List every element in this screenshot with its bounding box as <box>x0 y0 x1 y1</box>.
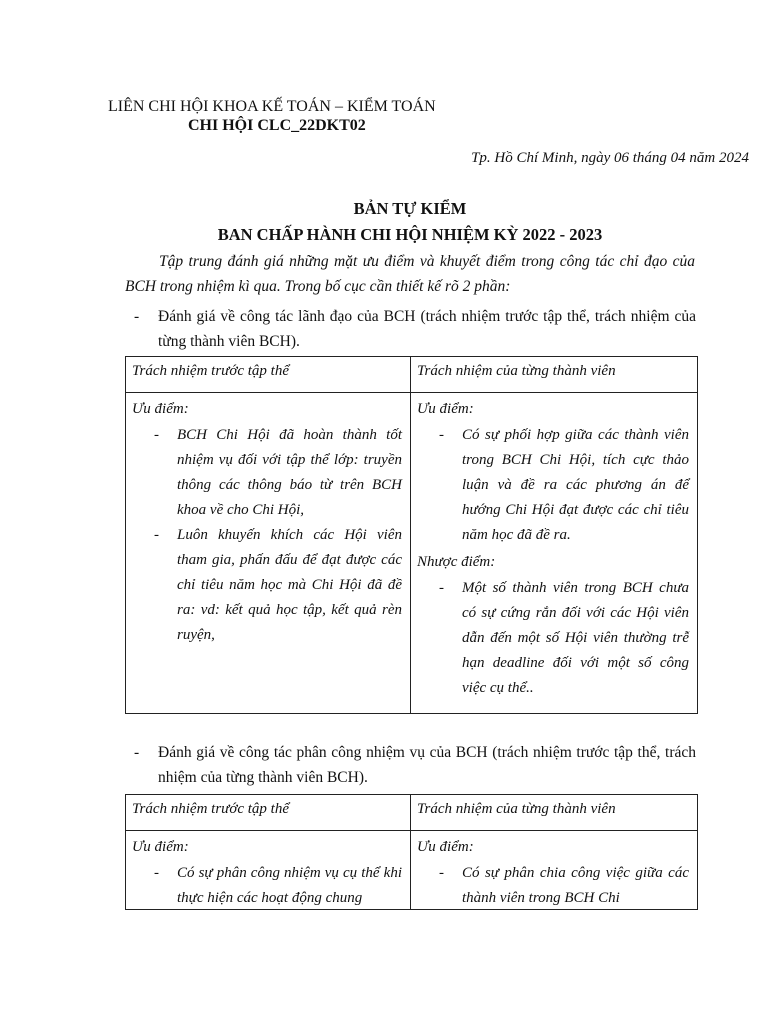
strengths-list <box>132 861 402 909</box>
strengths-list <box>417 861 689 909</box>
strengths-label: Ưu điểm: <box>132 401 189 417</box>
strengths-label: Ưu điểm: <box>417 401 474 417</box>
section-heading-text: Đánh giá về công tác lãnh đạo của BCH (trách nhiệm trước tập thể, trách nhiệm của từng thành viên BCH). <box>158 308 696 350</box>
list-item: - BCH Chi Hội đã hoàn thành tốt nhiệm vụ đối với tập thể lớp: truyền thông các thông báo từ trên BCH khoa về cho Chi Hội, <box>154 427 402 518</box>
assignment-evaluation-table <box>125 794 698 910</box>
table-cell-members <box>411 393 698 714</box>
leadership-evaluation-table <box>125 356 698 714</box>
section-heading-leadership <box>134 304 696 354</box>
strengths-label: Ưu điểm: <box>132 839 189 855</box>
intro-paragraph: Tập trung đánh giá những mặt ưu điểm và khuyết điểm trong công tác chỉ đạo của BCH trong nhiệm kì qua. Trong bố cục cần thiết kế rõ 2 phần: <box>125 253 695 295</box>
union-name: LIÊN CHI HỘI KHOA KẾ TOÁN – KIỂM TOÁN <box>108 98 436 115</box>
strengths-list <box>417 423 689 548</box>
bullet-dash: - <box>134 744 140 761</box>
list-item: - Có sự phân chia công việc giữa các thành viên trong BCH Chi <box>439 865 689 906</box>
strengths-label: Ưu điểm: <box>417 839 474 855</box>
table-cell-collective <box>126 393 411 714</box>
table-header-cell: Trách nhiệm trước tập thể <box>126 795 411 831</box>
list-item: - Có sự phân công nhiệm vụ cụ thể khi thực hiện các hoạt động chung <box>154 865 402 906</box>
list-item: - Luôn khuyến khích các Hội viên tham gia, phấn đấu để đạt được các chỉ tiêu năm học mà Chi Hội đã đề ra: vd: kết quả học tập, kết quả rèn ruyện, <box>154 527 402 643</box>
bullet-dash: - <box>134 308 140 325</box>
table-header-cell: Trách nhiệm trước tập thể <box>126 357 411 393</box>
list-item: - Có sự phối hợp giữa các thành viên trong BCH Chi Hội, tích cực thảo luận và đề ra các phương án để hướng Chi Hội đạt được các chỉ tiêu năm học đã đề ra. <box>439 427 689 543</box>
branch-name: CHI HỘI CLC_22DKT02 <box>188 117 366 134</box>
list-item: - Một số thành viên trong BCH chưa có sự cứng rắn đối với các Hội viên dẫn đến một số Hội viên thường trễ hạn deadline đối với một số công việc cụ thể.. <box>439 580 689 696</box>
table-cell-collective <box>126 831 411 910</box>
place-date: Tp. Hồ Chí Minh, ngày 06 tháng 04 năm 2024 <box>471 150 749 166</box>
weaknesses-label: Nhược điểm: <box>417 554 496 570</box>
strengths-list <box>132 423 402 648</box>
table-header-cell: Trách nhiệm của từng thành viên <box>411 795 698 831</box>
section-heading-text: Đánh giá về công tác phân công nhiệm vụ của BCH (trách nhiệm trước tập thể, trách nhiệm của từng thành viên BCH). <box>158 744 696 786</box>
weaknesses-list <box>417 576 689 701</box>
table-cell-members <box>411 831 698 910</box>
table-header-cell: Trách nhiệm của từng thành viên <box>411 357 698 393</box>
document-title: BẢN TỰ KIỂM <box>353 199 467 218</box>
section-heading-assignment <box>134 740 696 790</box>
document-subtitle: BAN CHẤP HÀNH CHI HỘI NHIỆM KỲ 2022 - 2023 <box>217 225 603 244</box>
